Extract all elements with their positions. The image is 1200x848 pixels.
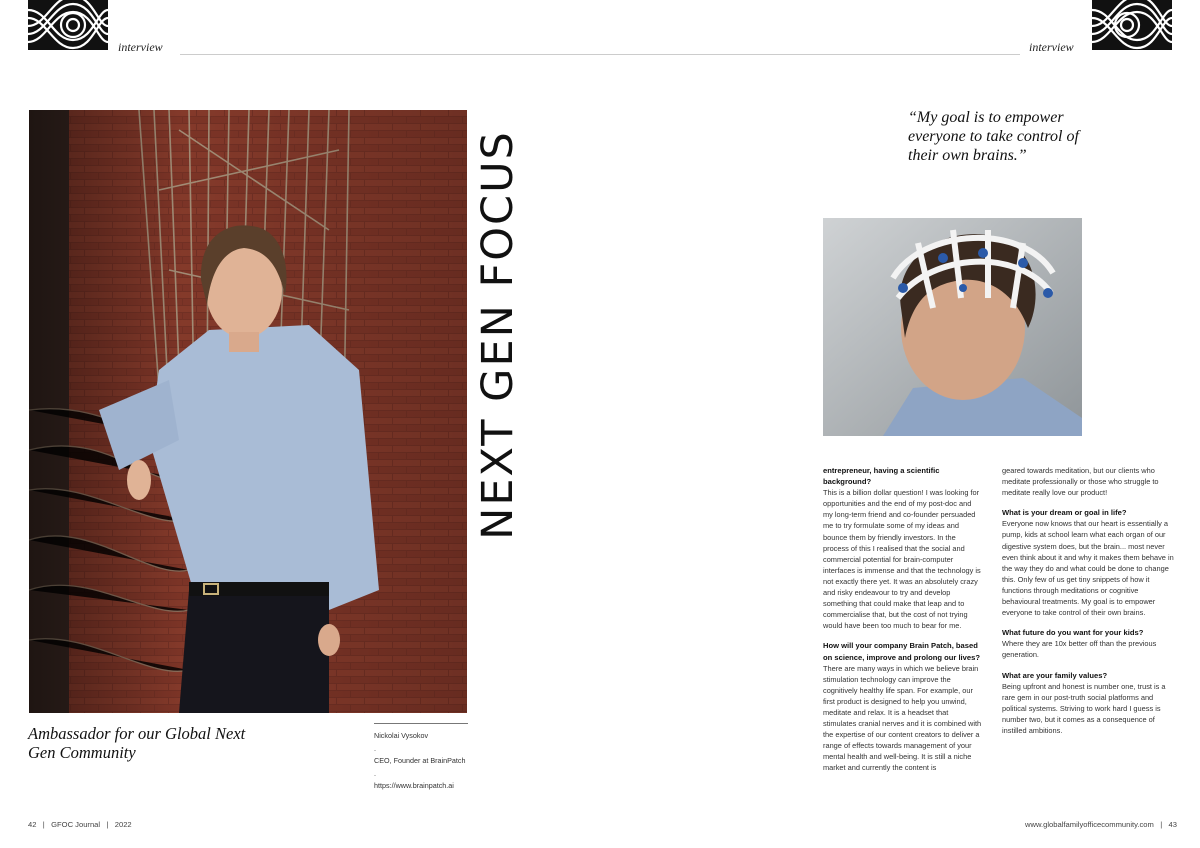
knot-logo-icon [28,0,108,50]
footer-separator: | [42,820,45,829]
footer-right [1025,820,1177,829]
footer-separator: | [1160,820,1163,829]
header-rule [600,54,1020,55]
qa-block [1002,627,1174,660]
question: What are your family values? [1002,670,1108,680]
footer-year: 2022 [114,820,132,829]
credit-role: CEO, Founder at BrainPatch [374,756,466,766]
qa-block [1002,507,1174,618]
page-title-text: NEXT GEN FOCUS [473,130,523,540]
qa-block [823,465,983,631]
footer-left [28,820,132,829]
qa-block [1002,465,1174,498]
qa-block [823,640,983,773]
answer: There are many ways in which we believe brain stimulation technology can improve the cognitively healthy life span. For example, our first product is designed to help you unwind, meditate and relax. It is a headset that stimulates cranial nerves and it is combined with the expertise of our content creators to deliver a range of effects towards management of your mental health and well-being. It is still a niche market and currently the content is [823,663,982,773]
credit-url[interactable]: https://www.brainpatch.ai [374,781,454,791]
answer: This is a billion dollar question! I was looking for opportunities and the end of my post-doc and my long-term friend and co-founder persuaded me to try formulate some of my ideas and bounce them by friendly investors. In the process of this I realised that the social and commercial potential for brain-computer interfaces is immense and that the technology is not exactly there yet. It was an absolutely crazy and risky endeavour to try and develop something that could make that leap and to commercialise that, but the cost of not trying would have been too much to bear for me. [823,488,981,631]
portrait-photo [29,110,467,713]
eeg-headset-photo [823,218,1082,436]
credit-sep-2: . [374,768,376,778]
section-label: interview [1029,40,1074,54]
question: How will your company Brain Patch, based on science, improve and prolong our lives? [823,641,980,662]
qa-block [1002,670,1174,737]
footer-journal: GFOC Journal [51,820,101,829]
footer-page-number: 42 [28,820,37,829]
answer: Where they are 10x better off than the previous generation. [1002,639,1157,660]
question: What is your dream or goal in life? [1002,508,1127,518]
credit-name: Nickolai Vysokov [374,731,429,740]
caption: Ambassador for our Global Next Gen Community [28,724,246,762]
footer-url[interactable]: www.globalfamilyofficecommunity.com [1025,820,1154,829]
footer-separator: | [106,820,109,829]
question: What future do you want for your kids? [1002,628,1144,638]
header-rule [180,54,600,55]
pull-quote: “My goal is to empower everyone to take control of their own brains.” [908,109,1079,164]
section-label: interview [118,40,163,54]
question: entrepreneur, having a scientific background? [823,466,940,487]
answer: Being upfront and honest is number one, trust is a rare gem in our post-truth social platforms and political systems. Striving to work hard I guess is number two, but it comes as a consequence of instilled ambitions. [1002,681,1166,735]
knot-logo-icon [1092,0,1172,50]
interview-column-2 [823,465,983,783]
credit-block [374,723,468,793]
answer: geared towards meditation, but our clients who meditate professionally or those who struggle to meditate really love our product! [1002,466,1159,498]
answer: Everyone now knows that our heart is essentially a pump, kids at school learn what each organ of our digestive system does, but the brain... most never even think about it and why it makes them behave in the way they do and what could be done to change this. Only few of us get tiny snippets of how it functions through meditations or cognitive behavioural treatments. My goal is to empower everyone to take control of their own brains. [1002,519,1174,618]
footer-page-number: 43 [1168,820,1177,829]
interview-column-3 [1002,465,1174,745]
credit-sep-1: . [374,743,376,753]
page-title [470,110,526,560]
